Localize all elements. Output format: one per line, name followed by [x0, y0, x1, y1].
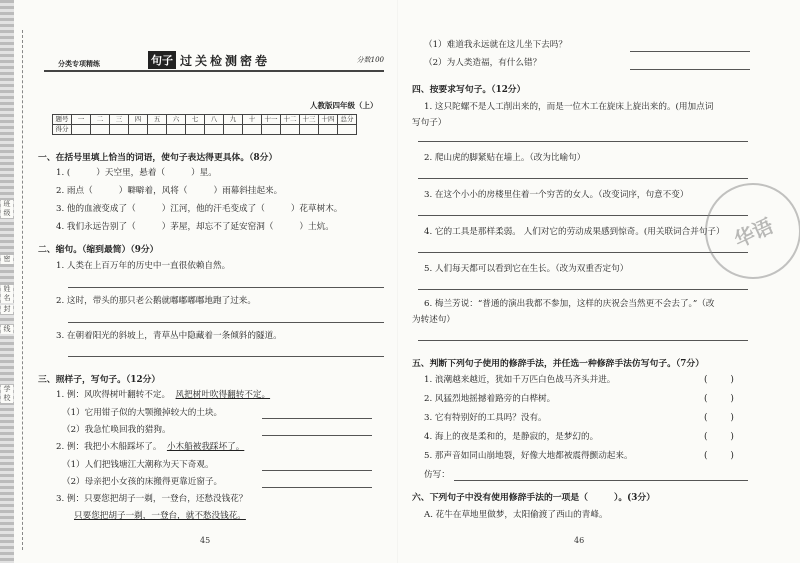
banner-box: 句子 [148, 51, 176, 69]
score-input[interactable] [129, 125, 148, 135]
question: 2. 爬山虎的脚紧贴在墙上。（改为比喻句） [424, 153, 586, 163]
question: （1）它用钳子似的大颚搬掉较大的土块。 [62, 408, 223, 418]
answer-line[interactable] [418, 141, 748, 142]
page-number: 45 [200, 536, 211, 545]
score-input[interactable] [72, 125, 91, 135]
answer-line[interactable] [68, 322, 384, 323]
section-2-title: 二、缩句。（缩到最简）（9分） [38, 245, 159, 255]
section-4-title: 四、按要求写句子。（12分） [412, 85, 526, 95]
answer-line[interactable] [630, 69, 750, 70]
answer-line[interactable] [68, 356, 384, 357]
answer-line[interactable] [262, 470, 372, 471]
question: 5. 人们每天都可以看到它在生长。（改为双重否定句） [424, 264, 629, 274]
option-a: A. 花牛在草地里做梦，太阳偷渡了西山的青峰。 [424, 510, 608, 520]
answer-bracket[interactable]: ( ) [704, 451, 734, 461]
watermark-stamp [705, 183, 800, 279]
score-cell: 四 [129, 115, 148, 125]
question: 3. 在这个小小的房楼里住着一个穷苦的女人。（改变词序，句意不变） [424, 190, 689, 200]
answer-line[interactable] [418, 178, 748, 179]
example-answer: 小木船被我踩坏了。 [166, 442, 245, 452]
score-cell: 十四 [319, 115, 338, 125]
answer-line[interactable] [418, 252, 748, 253]
title-banner [148, 51, 384, 69]
example-answer: 只要您把胡子一剃，一登台，就不愁没钱花。 [74, 511, 246, 521]
answer-line[interactable] [454, 480, 748, 481]
answer-line[interactable] [418, 340, 748, 341]
score-label: 分数100 [356, 56, 384, 64]
score-cell: 二 [91, 115, 110, 125]
spine-label: 密 [1, 255, 13, 264]
answer-bracket[interactable]: ( ) [704, 394, 734, 404]
answer-line[interactable] [418, 289, 748, 290]
rhetoric-item: 1. 浪潮越来越近，犹如千万匹白色战马齐头并进。 [424, 375, 616, 385]
question: 写句子） [412, 118, 447, 128]
answer-line[interactable] [262, 418, 372, 419]
answer-bracket[interactable]: ( ) [704, 413, 734, 423]
rhetoric-item: 2. 风猛烈地摇撼着路旁的白桦树。 [424, 394, 556, 404]
question: 4. 它的工具是那样柔弱。 人们对它的劳动成果感到惊奇。(用关联词合并句子） [424, 227, 725, 237]
stamp-text: 华语 [730, 213, 777, 252]
question: （1）人们把钱塘江大潮称为天下奇观。 [62, 460, 214, 470]
page-title: 过关检测密卷 [180, 53, 271, 68]
score-input[interactable] [319, 125, 338, 135]
rhetoric-item: 3. 它有特别好的工具吗？没有。 [424, 413, 547, 423]
score-cell: 十一 [262, 115, 281, 125]
score-input[interactable] [281, 125, 300, 135]
header-rule [44, 70, 384, 72]
question: 4. 我们永远告别了（ ）茅屋，却忘不了延安窑洞（ ）土炕。 [56, 222, 334, 232]
section-6-title: 六、下列句子中没有使用修辞手法的一项是（ ）。(3分） [412, 493, 656, 503]
score-cell: 十二 [281, 115, 300, 125]
score-cell: 七 [186, 115, 205, 125]
score-input[interactable] [167, 125, 186, 135]
binding-spine [0, 0, 14, 563]
imitate-label: 仿写： [424, 470, 450, 480]
question: （2）我急忙唤回我的猎狗。 [62, 425, 171, 435]
section-5-title: 五、判断下列句子使用的修辞手法，并任选一种修辞手法仿写句子。（7分） [412, 359, 705, 369]
answer-line[interactable] [262, 435, 372, 436]
score-cell: 九 [224, 115, 243, 125]
score-input[interactable] [186, 125, 205, 135]
rhetoric-item: 4. 海上的夜是柔和的，是静寂的，是梦幻的。 [424, 432, 599, 442]
question: 2. 雨点（ ）噼噼着，风将（ ）雨幕斜挂起来。 [56, 186, 283, 196]
example: 1. 例：风吹得树叶翻转不定。 风把树叶吹得翻转不定。 [56, 390, 271, 400]
spine-label: 姓名 [1, 285, 13, 303]
score-input[interactable] [262, 125, 281, 135]
score-input[interactable] [205, 125, 224, 135]
section-3-title: 三、照样子，写句子。（12分） [38, 375, 161, 385]
question: 3. 在朝着阳光的斜坡上，青草丛中隐藏着一条倾斜的隧道。 [56, 331, 282, 341]
answer-line[interactable] [68, 287, 384, 288]
score-cell: 三 [110, 115, 129, 125]
answer-bracket[interactable]: ( ) [704, 375, 734, 385]
score-value-row [53, 125, 357, 135]
score-cell: 题号 [53, 115, 72, 125]
question: 6. 梅兰芳说：“普通的演出我都不参加，这样的庆祝会当然更不会去了。”（改 [424, 299, 715, 309]
example: 3. 例：只要您把胡子一剃，一登台，还愁没钱花？ [56, 494, 248, 504]
page-number: 46 [574, 536, 585, 545]
question: （2）为人类造福，有什么错？ [424, 58, 542, 68]
question: 3. 他的血液变成了（ ）江河，他的汗毛变成了（ ）花草树木。 [56, 204, 343, 214]
score-input[interactable] [243, 125, 262, 135]
answer-line[interactable] [630, 51, 750, 52]
rhetoric-item: 5. 那声音如同山崩地裂，好像大地都被震得颤动起来。 [424, 451, 633, 461]
score-input[interactable] [300, 125, 319, 135]
score-cell: 十三 [300, 115, 319, 125]
score-cell: 五 [148, 115, 167, 125]
question: 2. 这时，带头的那只老公鹅就嘟嘟嘟嘟地跑了过来。 [56, 296, 256, 306]
answer-line[interactable] [262, 487, 372, 488]
edition-label: 人教版四年级（上） [310, 101, 378, 110]
section-1-title: 一、在括号里填上恰当的词语，使句子表达得更具体。（8分） [38, 153, 278, 163]
answer-line[interactable] [418, 215, 748, 216]
score-table [52, 114, 357, 135]
score-cell: 得分 [53, 125, 72, 135]
series-tag: 分类专项精练 [58, 59, 100, 68]
score-cell: 十 [243, 115, 262, 125]
left-page [0, 0, 397, 563]
question: （2）母亲把小女孩的床搬得更靠近窗子。 [62, 477, 223, 487]
score-input[interactable] [91, 125, 110, 135]
spine-label: 封 [1, 305, 13, 314]
score-cell: 总分 [338, 115, 357, 125]
question: 1. 这只陀螺不是人工削出来的，而是一位木工在旋床上旋出来的。(用加点词 [424, 102, 714, 112]
score-header-row [53, 115, 357, 125]
question: 1. ( ）天空里，悬着（ ）星。 [56, 168, 217, 178]
spine-label: 学校 [1, 385, 13, 403]
spine-label: 线 [1, 325, 13, 334]
score-input[interactable] [224, 125, 243, 135]
example: 2. 例：我把小木船踩坏了。 小木船被我踩坏了。 [56, 442, 245, 452]
score-input[interactable] [338, 125, 357, 135]
score-cell: 一 [72, 115, 91, 125]
spine-label: 班级 [1, 200, 13, 218]
seal-line [22, 30, 23, 550]
score-cell: 八 [205, 115, 224, 125]
right-page [398, 0, 800, 563]
score-cell: 六 [167, 115, 186, 125]
answer-bracket[interactable]: ( ) [704, 432, 734, 442]
question: （1）难道我永远就在这儿坐下去吗？ [424, 40, 567, 50]
score-input[interactable] [148, 125, 167, 135]
question: 1. 人类在上百万年的历史中一直很依赖自然。 [56, 261, 231, 271]
question: 为转述句） [412, 315, 455, 325]
example-answer: 风把树叶吹得翻转不定。 [175, 390, 271, 400]
score-input[interactable] [110, 125, 129, 135]
